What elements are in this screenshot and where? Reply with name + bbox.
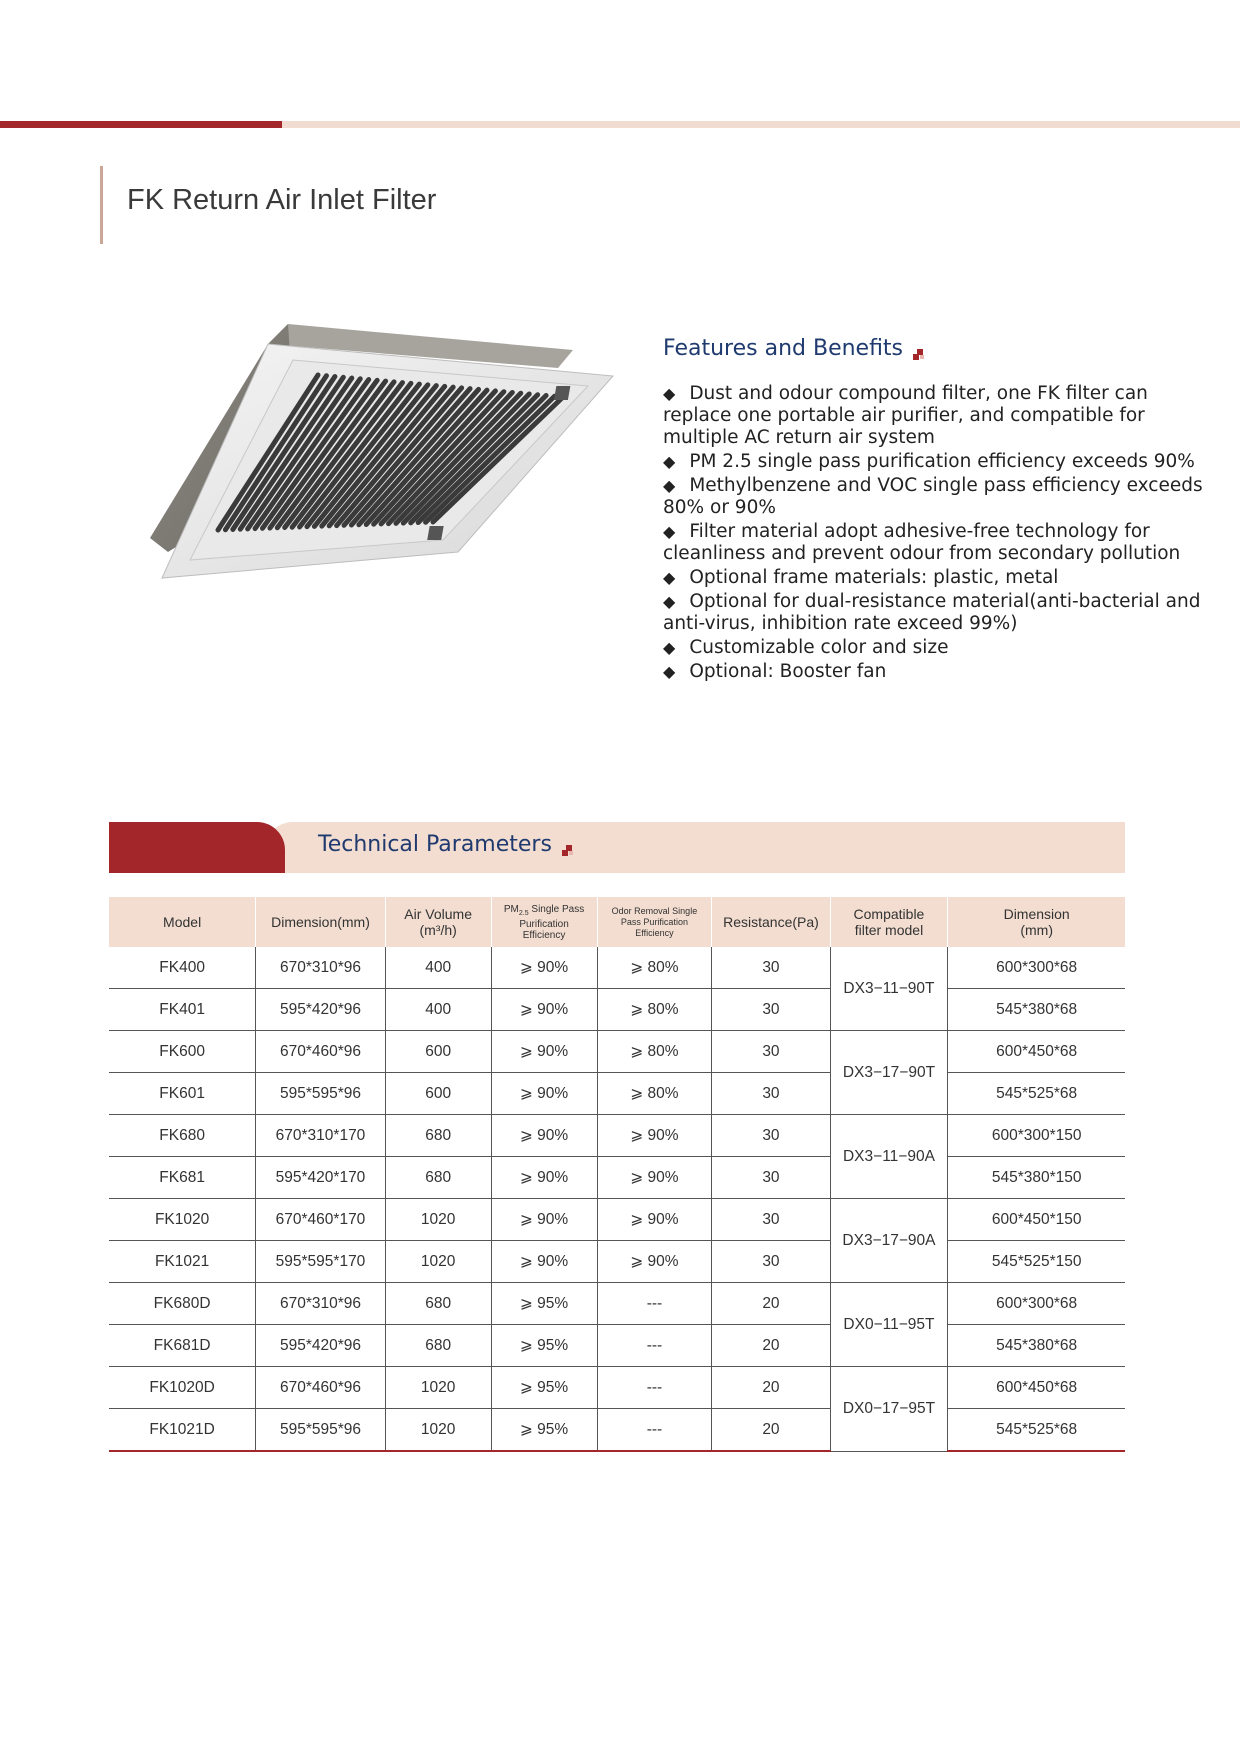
feature-item: ◆ Optional frame materials: plastic, metal: [663, 567, 1059, 588]
cell-air-volume: 1020: [385, 1409, 491, 1452]
diamond-bullet-icon: ◆: [663, 522, 676, 541]
cell-dimension: 670*460*96: [256, 1367, 386, 1409]
cell-filter-dimension: 545*380*150: [948, 1157, 1125, 1199]
cell-filter-dimension: 600*450*68: [948, 1367, 1125, 1409]
table-row: [109, 1031, 1125, 1073]
product-image: [148, 320, 618, 585]
cell-air-volume: 680: [385, 1325, 491, 1367]
top-accent-bar-dark: [0, 121, 290, 128]
table-row: [109, 1325, 1125, 1367]
cell-filter-dimension: 545*380*68: [948, 1325, 1125, 1367]
table-row: [109, 1157, 1125, 1199]
cell-filter-dimension: 600*300*68: [948, 947, 1125, 989]
feature-item: ◆ Filter material adopt adhesive-free technology for cleanliness and prevent odour from secondary pollution: [663, 521, 1181, 564]
tech-title: Technical Parameters: [318, 832, 576, 857]
return-air-filter-illustration: [148, 320, 618, 585]
cell-odor: ⩾ 80%: [597, 1031, 712, 1073]
table-row: [109, 1409, 1125, 1452]
cell-odor: ⩾ 90%: [597, 1157, 712, 1199]
table-row: [109, 1115, 1125, 1157]
cell-air-volume: 1020: [385, 1367, 491, 1409]
diamond-bullet-icon: ◆: [663, 592, 676, 611]
cell-dimension: 595*595*96: [256, 1073, 386, 1115]
header-odor-efficiency: Odor Removal Single Pass Purification Efficiency: [597, 897, 712, 947]
cell-dimension: 595*420*96: [256, 989, 386, 1031]
feature-item: ◆ Dust and odour compound filter, one FK filter can replace one portable air purifier, and compatible for multiple AC return air system: [663, 383, 1148, 448]
cell-air-volume: 1020: [385, 1241, 491, 1283]
cell-pm: ⩾ 95%: [491, 1283, 597, 1325]
cell-pm: ⩾ 90%: [491, 1157, 597, 1199]
diamond-bullet-icon: ◆: [663, 476, 676, 495]
cell-resistance: 20: [712, 1325, 830, 1367]
cell-model: FK1020D: [109, 1367, 256, 1409]
cell-odor: ⩾ 90%: [597, 1115, 712, 1157]
heading-mark-icon: [562, 843, 576, 857]
header-dimension: Dimension(mm): [256, 897, 386, 947]
cell-model: FK680: [109, 1115, 256, 1157]
tech-band-dark: [109, 822, 285, 873]
cell-compatible-filter: DX3−17−90A: [830, 1199, 948, 1283]
cell-pm: ⩾ 95%: [491, 1367, 597, 1409]
cell-resistance: 30: [712, 1241, 830, 1283]
header-model: Model: [109, 897, 256, 947]
diamond-bullet-icon: ◆: [663, 662, 676, 681]
cell-resistance: 30: [712, 947, 830, 989]
cell-odor: ---: [597, 1367, 712, 1409]
cell-odor: ⩾ 80%: [597, 947, 712, 989]
cell-pm: ⩾ 95%: [491, 1409, 597, 1452]
cell-resistance: 20: [712, 1283, 830, 1325]
table-row: [109, 989, 1125, 1031]
cell-odor: ⩾ 90%: [597, 1241, 712, 1283]
cell-model: FK400: [109, 947, 256, 989]
cell-resistance: 20: [712, 1409, 830, 1452]
header-pm-efficiency: $PM_{2.5}$ Single Pass Purification Efficiency: [491, 897, 597, 947]
cell-resistance: 30: [712, 989, 830, 1031]
cell-odor: ---: [597, 1283, 712, 1325]
cell-air-volume: 600: [385, 1073, 491, 1115]
table-row: [109, 1283, 1125, 1325]
feature-item: ◆ PM 2.5 single pass purification efficiency exceeds 90%: [663, 451, 1195, 472]
feature-item: ◆ Optional: Booster fan: [663, 661, 887, 682]
header-air-volume: Air Volume (m³/h): [385, 897, 491, 947]
cell-air-volume: 680: [385, 1157, 491, 1199]
cell-pm: ⩾ 90%: [491, 1115, 597, 1157]
feature-item: ◆ Optional for dual-resistance material(anti-bacterial and anti-virus, inhibition rate exceed 99%): [663, 591, 1201, 634]
header-filter-dimension: Dimension (mm): [948, 897, 1125, 947]
cell-compatible-filter: DX0−11−95T: [830, 1283, 948, 1367]
page-title: FK Return Air Inlet Filter: [127, 184, 437, 216]
cell-filter-dimension: 600*300*150: [948, 1115, 1125, 1157]
cell-filter-dimension: 545*525*68: [948, 1073, 1125, 1115]
cell-air-volume: 600: [385, 1031, 491, 1073]
cell-resistance: 30: [712, 1073, 830, 1115]
cell-model: FK600: [109, 1031, 256, 1073]
cell-resistance: 30: [712, 1031, 830, 1073]
cell-air-volume: 680: [385, 1283, 491, 1325]
cell-air-volume: 1020: [385, 1199, 491, 1241]
cell-dimension: 670*310*96: [256, 1283, 386, 1325]
cell-air-volume: 400: [385, 989, 491, 1031]
feature-item: ◆ Methylbenzene and VOC single pass efficiency exceeds 80% or 90%: [663, 475, 1203, 518]
feature-list: [663, 383, 1203, 683]
feature-item: ◆ Customizable color and size: [663, 637, 949, 658]
cell-filter-dimension: 545*525*150: [948, 1241, 1125, 1283]
table-row: [109, 1367, 1125, 1409]
cell-model: FK681: [109, 1157, 256, 1199]
heading-mark-icon: [913, 347, 927, 361]
table-row: [109, 947, 1125, 989]
cell-dimension: 670*460*170: [256, 1199, 386, 1241]
cell-pm: ⩾ 90%: [491, 989, 597, 1031]
cell-model: FK1021D: [109, 1409, 256, 1452]
cell-air-volume: 680: [385, 1115, 491, 1157]
cell-filter-dimension: 545*525*68: [948, 1409, 1125, 1452]
cell-filter-dimension: 545*380*68: [948, 989, 1125, 1031]
cell-model: FK1020: [109, 1199, 256, 1241]
features-section: [663, 336, 1203, 685]
cell-resistance: 20: [712, 1367, 830, 1409]
diamond-bullet-icon: ◆: [663, 638, 676, 657]
cell-dimension: 595*595*96: [256, 1409, 386, 1452]
cell-compatible-filter: DX3−17−90T: [830, 1031, 948, 1115]
cell-odor: ---: [597, 1325, 712, 1367]
title-rule: [100, 166, 103, 244]
cell-model: FK401: [109, 989, 256, 1031]
top-accent-bar-light: [282, 121, 1240, 128]
cell-compatible-filter: DX3−11−90T: [830, 947, 948, 1031]
cell-filter-dimension: 600*450*150: [948, 1199, 1125, 1241]
table-row: [109, 1073, 1125, 1115]
cell-model: FK681D: [109, 1325, 256, 1367]
cell-resistance: 30: [712, 1115, 830, 1157]
cell-dimension: 595*420*96: [256, 1325, 386, 1367]
cell-pm: ⩾ 95%: [491, 1325, 597, 1367]
cell-filter-dimension: 600*450*68: [948, 1031, 1125, 1073]
cell-pm: ⩾ 90%: [491, 1199, 597, 1241]
diamond-bullet-icon: ◆: [663, 568, 676, 587]
cell-pm: ⩾ 90%: [491, 1031, 597, 1073]
features-title: [663, 336, 927, 361]
cell-dimension: 670*310*170: [256, 1115, 386, 1157]
header-compatible-filter: Compatible filter model: [830, 897, 948, 947]
cell-dimension: 595*595*170: [256, 1241, 386, 1283]
table-row: [109, 1241, 1125, 1283]
cell-compatible-filter: DX0−17−95T: [830, 1367, 948, 1452]
cell-air-volume: 400: [385, 947, 491, 989]
technical-parameters-table: [109, 897, 1125, 1452]
cell-dimension: 670*460*96: [256, 1031, 386, 1073]
table-row: [109, 1199, 1125, 1241]
cell-pm: ⩾ 90%: [491, 947, 597, 989]
cell-odor: ⩾ 80%: [597, 989, 712, 1031]
diamond-bullet-icon: ◆: [663, 384, 676, 403]
cell-model: FK1021: [109, 1241, 256, 1283]
cell-dimension: 670*310*96: [256, 947, 386, 989]
cell-odor: ⩾ 90%: [597, 1199, 712, 1241]
diamond-bullet-icon: ◆: [663, 452, 676, 471]
cell-resistance: 30: [712, 1157, 830, 1199]
cell-compatible-filter: DX3−11−90A: [830, 1115, 948, 1199]
cell-model: FK680D: [109, 1283, 256, 1325]
cell-pm: ⩾ 90%: [491, 1241, 597, 1283]
features-title-text: Features and Benefits: [663, 336, 904, 361]
header-resistance: Resistance(Pa): [712, 897, 830, 947]
cell-odor: ⩾ 80%: [597, 1073, 712, 1115]
table-header-row: [109, 897, 1125, 947]
cell-dimension: 595*420*170: [256, 1157, 386, 1199]
cell-model: FK601: [109, 1073, 256, 1115]
cell-odor: ---: [597, 1409, 712, 1452]
cell-pm: ⩾ 90%: [491, 1073, 597, 1115]
cell-resistance: 30: [712, 1199, 830, 1241]
cell-filter-dimension: 600*300*68: [948, 1283, 1125, 1325]
